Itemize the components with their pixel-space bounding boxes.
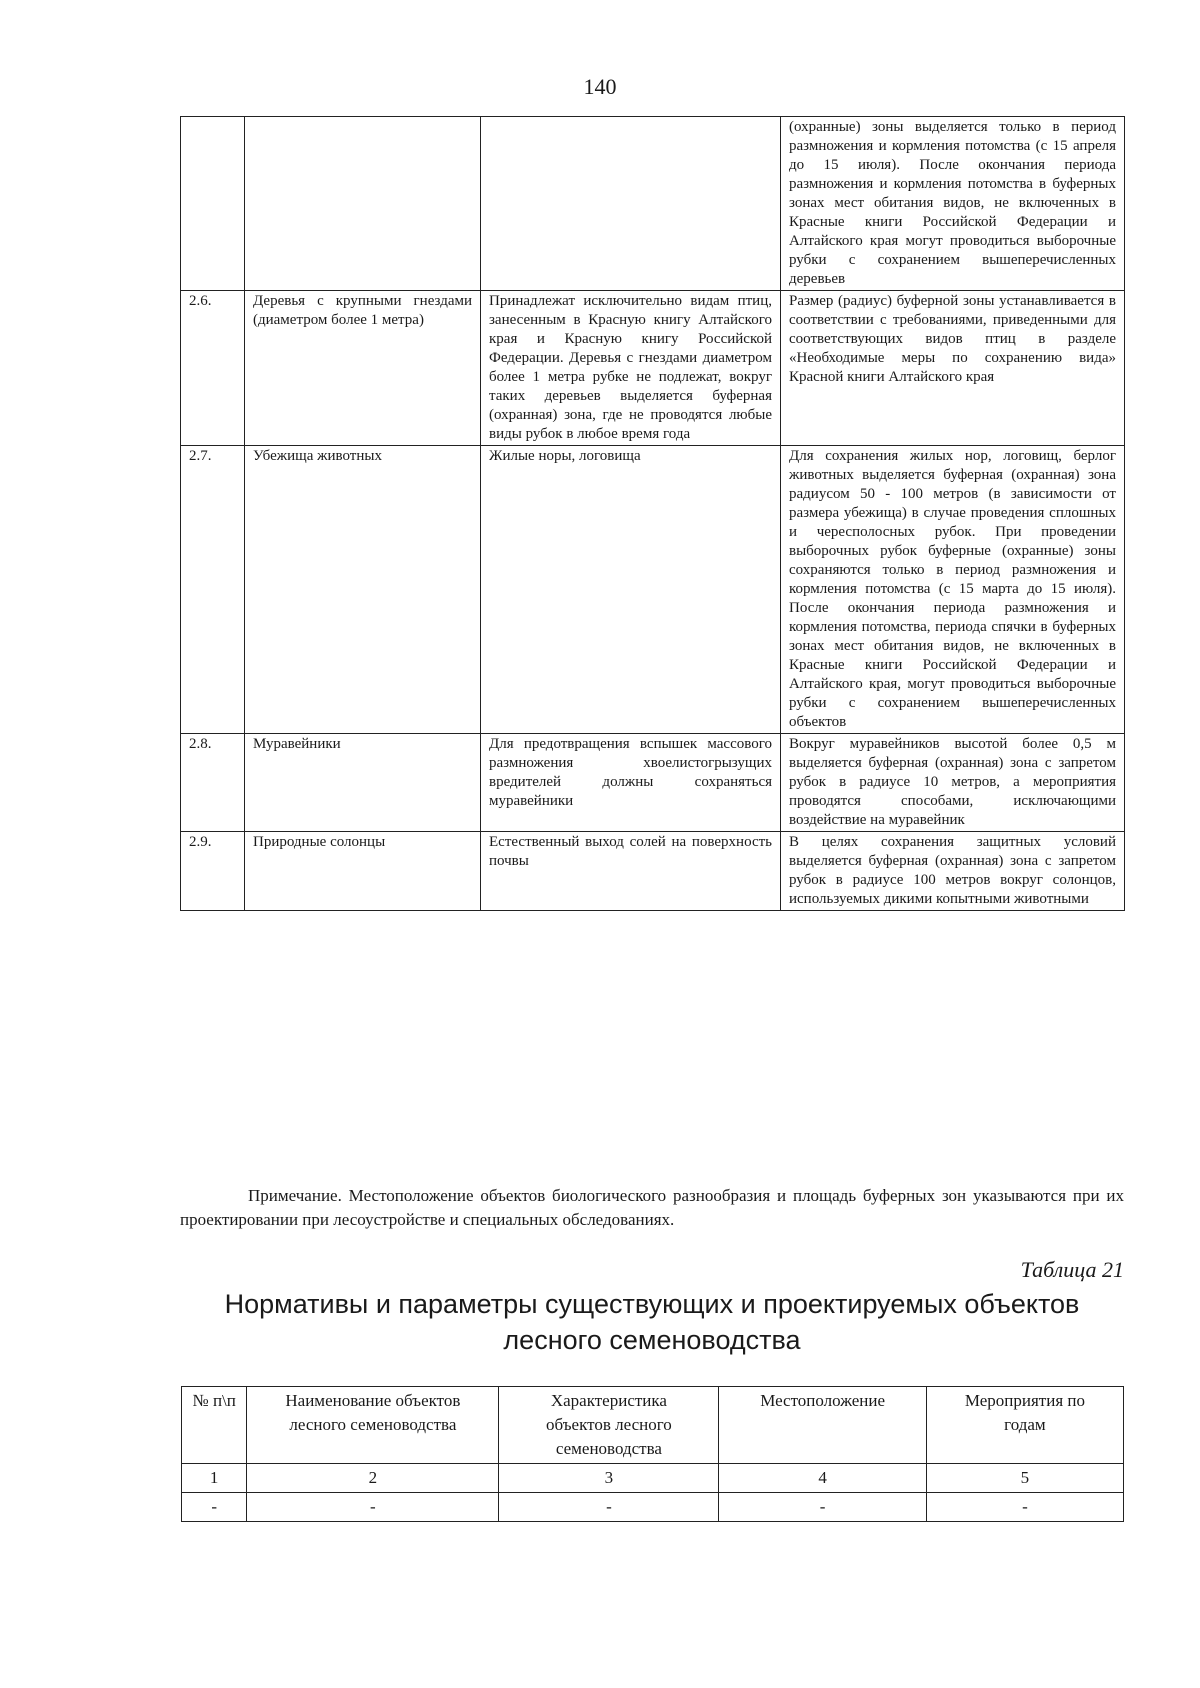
column-number-row <box>182 1464 1124 1493</box>
object-name: Природные солонцы <box>245 832 481 911</box>
protective-measures: Вокруг муравейников высотой более 0,5 м выделяется буферная (охранная) зона с запретом рубок в радиусе 10 метров, а мероприятия проводятся способами, исключающими воздействие на муравейник <box>781 734 1125 832</box>
column-number: 2 <box>247 1464 499 1493</box>
header-location: Местоположение <box>719 1387 926 1464</box>
column-number: 5 <box>926 1464 1123 1493</box>
table-21-title-line-1: Нормативы и параметры существующих и проектируемых объектов <box>224 1289 1080 1319</box>
table-cell: - <box>926 1493 1123 1522</box>
object-name: Муравейники <box>245 734 481 832</box>
protective-measures: Для сохранения жилых нор, логовищ, берлог животных выделяется буферная (охранная) зона радиусом 50 - 100 метров (в зависимости от размера убежища) в случае проведения сплошных и чересполосных рубок. При проведении выборочных рубок буферные (охранные) зоны сохраняются только в период размножения и кормления потомства (с 15 марта до 15 июля). После окончания периода размножения и кормления потомства, периода спячки в буферных зонах мест обитания видов, не включенных в Красные книги Российской Федерации и Алтайского края, могут проводиться выборочные рубки с сохранением вышеперечисленных объектов <box>781 446 1125 734</box>
table-cell: - <box>182 1493 247 1522</box>
object-name <box>245 117 481 291</box>
header-characteristic: Характеристика объектов лесного семеноводства <box>499 1387 719 1464</box>
column-number: 4 <box>719 1464 926 1493</box>
column-number: 1 <box>182 1464 247 1493</box>
object-name: Убежища животных <box>245 446 481 734</box>
table-cell: - <box>499 1493 719 1522</box>
protective-measures: Размер (радиус) буферной зоны устанавливается в соответствии с требованиями, приведенными для соответствующих видов птиц в разделе «Необходимые меры по сохранению вида» Красной книги Алтайского края <box>781 291 1125 446</box>
protective-measures: (охранные) зоны выделяется только в период размножения и кормления потомства (с 15 апреля до 15 июля). После окончания периода размножения и кормления потомства в буферных зонах мест обитания видов, не включенных в Красные книги Российской Федерации и Алтайского края могут проводиться выборочные рубки с сохранением вышеперечисленных деревьев <box>781 117 1125 291</box>
biodiversity-objects-table <box>180 116 1125 911</box>
header-num: № п\п <box>182 1387 247 1464</box>
table-cell: - <box>247 1493 499 1522</box>
column-number: 3 <box>499 1464 719 1493</box>
table-row <box>181 832 1125 911</box>
object-characteristic: Для предотвращения вспышек массового размножения хвоелистогрызущих вредителей должны сохраняться муравейники <box>481 734 781 832</box>
object-characteristic: Принадлежат исключительно видам птиц, занесенным в Красную книгу Алтайского края и Красную книгу Российской Федерации. Деревья с гнездами диаметром более 1 метра рубке не подлежат, вокруг таких деревьев выделяется буферная (охранная) зона, где не проводятся любые виды рубок в любое время года <box>481 291 781 446</box>
table-row <box>181 117 1125 291</box>
row-number: 2.7. <box>181 446 245 734</box>
row-number: 2.8. <box>181 734 245 832</box>
object-characteristic <box>481 117 781 291</box>
row-number: 2.9. <box>181 832 245 911</box>
table-header-row <box>182 1387 1124 1464</box>
table-21-title-line-2: лесного семеноводства <box>503 1325 801 1355</box>
table-21-label: Таблица 21 <box>1020 1257 1124 1282</box>
seed-production-table <box>181 1386 1124 1522</box>
object-name: Деревья с крупными гнездами (диаметром более 1 метра) <box>245 291 481 446</box>
row-number <box>181 117 245 291</box>
object-characteristic: Жилые норы, логовища <box>481 446 781 734</box>
table-row <box>181 291 1125 446</box>
header-name: Наименование объектов лесного семеноводства <box>247 1387 499 1464</box>
object-characteristic: Естественный выход солей на поверхность почвы <box>481 832 781 911</box>
table-row <box>181 734 1125 832</box>
table-row <box>181 446 1125 734</box>
row-number: 2.6. <box>181 291 245 446</box>
header-measures: Мероприятия по годам <box>926 1387 1123 1464</box>
table-row <box>182 1493 1124 1522</box>
table-note: Примечание. Местоположение объектов биологического разнообразия и площадь буферных зон указываются при их проектировании при лесоустройстве и специальных обследованиях. <box>180 1186 1124 1229</box>
protective-measures: В целях сохранения защитных условий выделяется буферная (охранная) зона с запретом рубок в радиусе 100 метров вокруг солонцов, используемых дикими копытными животными <box>781 832 1125 911</box>
page-number: 140 <box>583 74 617 99</box>
table-cell: - <box>719 1493 926 1522</box>
table-21-title <box>180 1286 1124 1358</box>
